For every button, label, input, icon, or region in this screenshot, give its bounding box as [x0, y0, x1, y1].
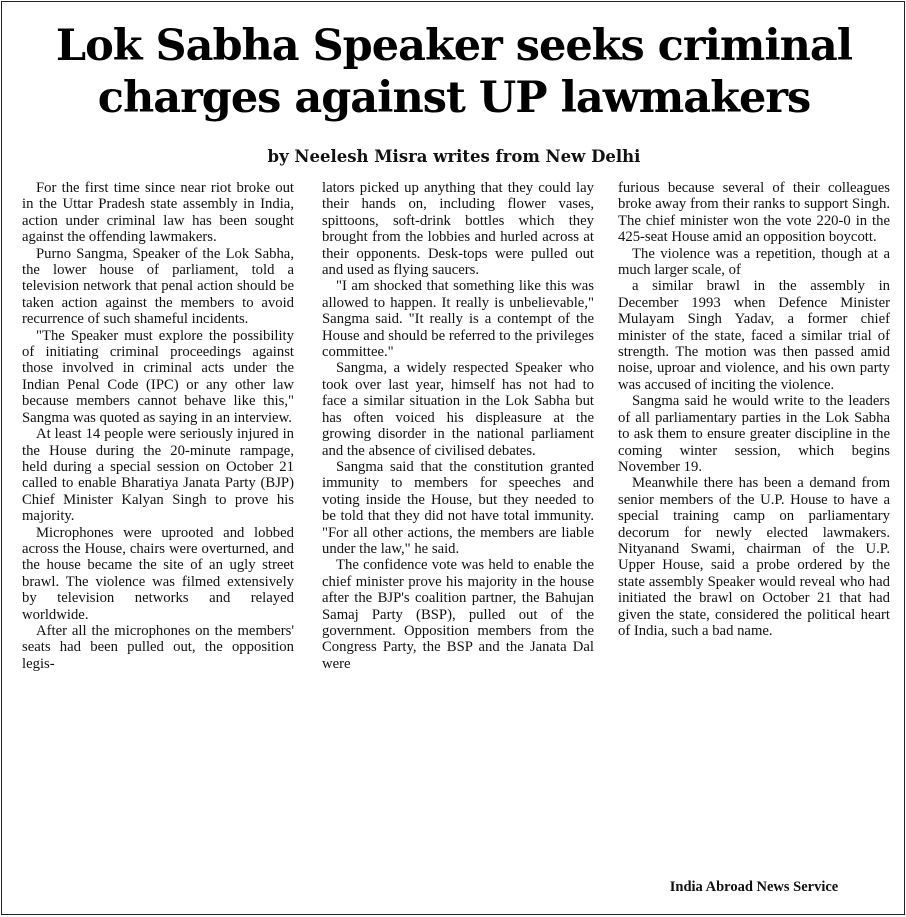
- paragraph: Purno Sangma, Speaker of the Lok Sabha, the lower house of parliament, told a television network that penal action should be taken action against the members to avoid recurrence of such shameful incidents.: [22, 245, 294, 328]
- paragraph: Meanwhile there has been a demand from senior members of the U.P. House to have a special training camp on parliamentary decorum for newly elected lawmakers. Nityanand Swami, chairman of the U.P. Upper House, said a probe ordered by the state assembly Speaker would reveal who had initiated the brawl on October 21 that had given the state, considered the political heart of India, such a bad name.: [618, 475, 890, 639]
- article-column-3: [618, 180, 890, 639]
- byline: by Neelesh Misra writes from New Delhi: [267, 147, 641, 166]
- paragraph: For the first time since near riot broke out in the Uttar Pradesh state assembly in India, action under criminal law has been sought against the offending lawmakers.: [22, 180, 294, 246]
- paragraph: After all the microphones on the members' seats had been pulled out, the opposition legis-: [22, 622, 294, 672]
- paragraph: At least 14 people were seriously injured in the House during the 20-minute rampage, held during a special session on October 21 called to enable Bharatiya Janata Party (BJP) Chief Minister Kalyan Singh to prove his majority.: [22, 426, 294, 525]
- article-column-2: [322, 180, 594, 672]
- paragraph: Microphones were uprooted and lobbed across the House, chairs were overturned, and the house became the site of an ugly street brawl. The violence was filmed extensively by television networks and relayed worldwide.: [22, 524, 294, 623]
- paragraph: lators picked up anything that they could lay their hands on, including flower vases, spittoons, soft-drink bottles which they brought from the lobbies and hurled across at their opponents. Desk-tops were pulled out and used as flying saucers.: [322, 180, 594, 279]
- newspaper-clipping: [1, 1, 905, 915]
- paragraph: furious because several of their colleagues broke away from their ranks to support Singh. The chief minister won the vote 220-0 in the 425-seat House amid an opposition boycott.: [618, 180, 890, 246]
- paragraph: "I am shocked that something like this was allowed to happen. It really is unbelievable," Sangma said. "It really is a contempt of the House and should be referred to the privileges committee.": [322, 278, 594, 361]
- paragraph: Sangma, a widely respected Speaker who took over last year, himself has not had to face a similar situation in the Lok Sabha but has often voiced his displeasure at the growing disorder in the national parliament and the absence of civilised debates.: [322, 360, 594, 459]
- paragraph: The violence was a repetition, though at a much larger scale, of: [618, 245, 890, 279]
- paragraph: a similar brawl in the assembly in December 1993 when Defence Minister Mulayam Singh Yadav, a former chief minister of the state, faced a similar trial of strength. The motion was then passed amid noise, uproar and violence, and his own party was accused of inciting the violence.: [618, 278, 890, 393]
- headline: Lok Sabha Speaker seeks criminal charges against UP lawmakers: [55, 21, 853, 123]
- paragraph: The confidence vote was held to enable the chief minister prove his majority in the house after the BJP's coalition partner, the Bahujan Samaj Party (BSP), pulled out of the government. Opposition members from the Congress Party, the BSP and the Janata Dal were: [322, 557, 594, 672]
- paragraph: Sangma said he would write to the leaders of all parliamentary parties in the Lok Sabha to ask them to ensure greater discipline in the coming winter session, which begins November 19.: [618, 393, 890, 475]
- paragraph: "The Speaker must explore the possibility of initiating criminal proceedings against those involved in criminal acts under the Indian Penal Code (IPC) or any other law because members cannot behave like this," Sangma was quoted as saying in an interview.: [22, 327, 294, 426]
- news-service-credit: India Abroad News Service: [669, 879, 839, 895]
- paragraph: Sangma said that the constitution granted immunity to members for speeches and voting inside the House, but they needed to be told that they did not have total immunity. "For all other actions, the members are liable under the law," he said.: [322, 458, 594, 557]
- article-column-1: [22, 180, 294, 672]
